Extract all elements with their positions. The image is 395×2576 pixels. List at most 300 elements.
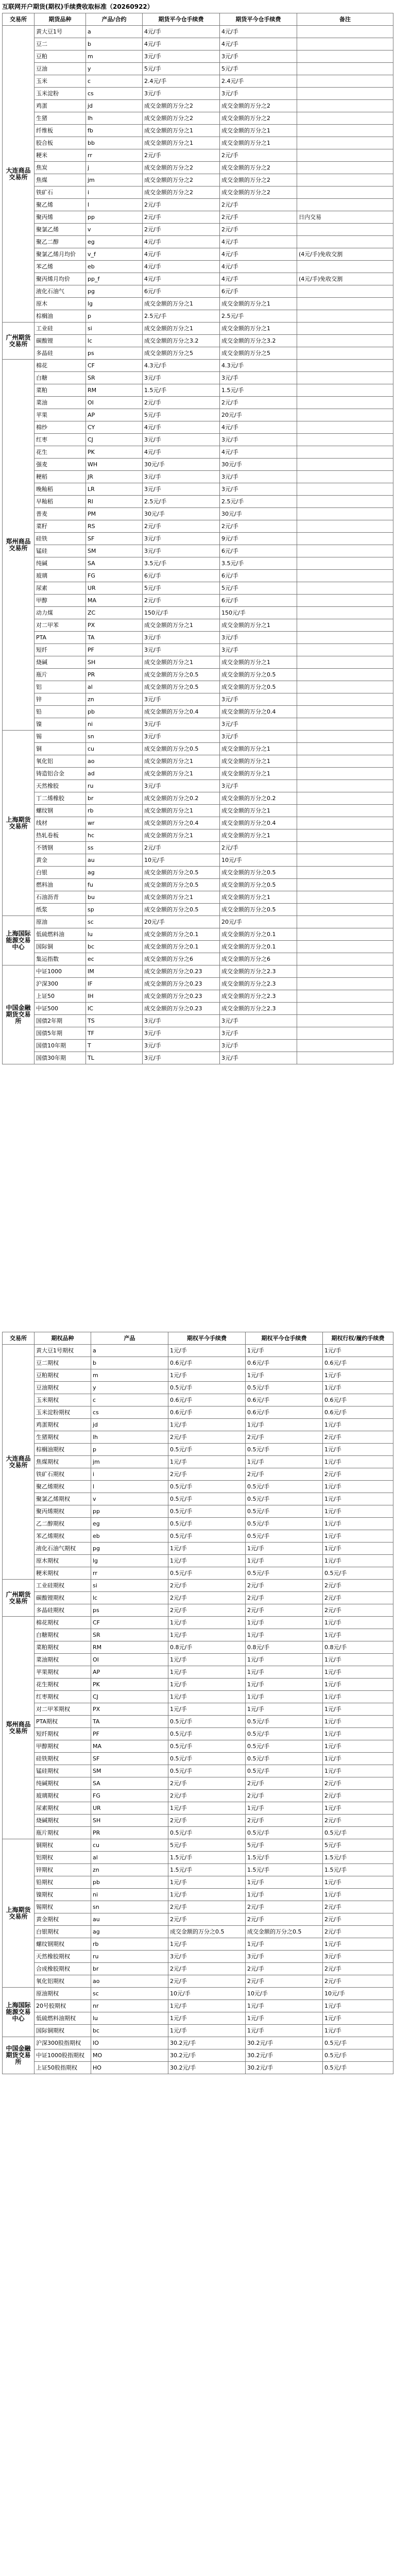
table-row (3, 1567, 393, 1580)
table-row (3, 1852, 393, 1864)
table-cell: 国际铜 (35, 941, 86, 953)
table-cell: 苹果期权 (35, 1666, 91, 1679)
column-header: 产品/合约 (86, 13, 143, 26)
table-cell: jm (86, 174, 143, 187)
table-cell: 多晶硅 (35, 347, 86, 360)
table-cell: ec (86, 953, 143, 965)
table-cell: 短纤 (35, 644, 86, 656)
table-cell: 玉米淀粉期权 (35, 1406, 91, 1419)
table-row (3, 1679, 393, 1691)
table-row (3, 829, 393, 842)
table-cell: 氧化铝期权 (35, 1975, 91, 1988)
exchange-cell: 中国金融期货交易所 (3, 2037, 35, 2074)
table-cell: 4元/手 (143, 236, 220, 248)
table-cell: 0.5元/手 (246, 1505, 323, 1518)
table-cell (297, 38, 393, 50)
table-cell (297, 681, 393, 693)
table-cell: (4元/手)免收交割 (297, 273, 393, 285)
table-cell: 2元/手 (168, 1431, 246, 1444)
table-cell: 3元/手 (220, 1015, 297, 1027)
table-cell: PF (86, 644, 143, 656)
table-cell: 1元/手 (323, 1505, 393, 1518)
table-cell: 1元/手 (246, 2012, 323, 2025)
table-cell: 成交金额的万分之5 (143, 347, 220, 360)
table-cell: 2元/手 (143, 520, 220, 533)
table-cell: SH (91, 1815, 168, 1827)
table-cell (297, 768, 393, 780)
table-cell: 生猪期权 (35, 1431, 91, 1444)
table-cell: 棉花期权 (35, 1617, 91, 1629)
table-cell: 白糖期权 (35, 1629, 91, 1641)
table-cell: 1元/手 (246, 1543, 323, 1555)
table-cell: 4元/手 (143, 261, 220, 273)
table-row (3, 1654, 393, 1666)
table-cell: 1元/手 (323, 1703, 393, 1716)
table-cell: 4元/手 (220, 446, 297, 459)
table-row (3, 248, 393, 261)
table-cell: 30元/手 (220, 459, 297, 471)
table-row (3, 1345, 393, 1357)
table-cell (297, 162, 393, 174)
table-cell (297, 743, 393, 755)
table-cell (297, 298, 393, 310)
table-cell: 甲醇期权 (35, 1740, 91, 1753)
table-cell: 1元/手 (246, 1802, 323, 1815)
table-cell: 3元/手 (143, 483, 220, 496)
table-cell: 成交金额的万分之1 (220, 743, 297, 755)
table-cell: 碳酸锂期权 (35, 1592, 91, 1604)
table-cell: 1元/手 (246, 1654, 323, 1666)
table-cell: 2.4元/手 (220, 75, 297, 88)
table-cell (297, 372, 393, 384)
table-cell: 烧碱期权 (35, 1815, 91, 1827)
table-cell: p (91, 1444, 168, 1456)
table-cell: 成交金额的万分之1 (220, 137, 297, 149)
table-cell: a (91, 1345, 168, 1357)
table-cell (297, 347, 393, 360)
table-cell: 3.5元/手 (220, 557, 297, 570)
table-cell: 3元/手 (143, 1027, 220, 1040)
table-cell: PTA (35, 632, 86, 644)
table-row (3, 1592, 393, 1604)
table-row (3, 718, 393, 731)
table-cell: lg (86, 298, 143, 310)
table-cell: 2元/手 (168, 1604, 246, 1617)
table-cell: lh (86, 112, 143, 125)
table-cell: 1元/手 (168, 1629, 246, 1641)
table-cell: bc (91, 2025, 168, 2037)
table-cell: bb (86, 137, 143, 149)
table-cell (297, 533, 393, 545)
table-cell (297, 1040, 393, 1052)
table-cell: 1元/手 (168, 1691, 246, 1703)
table-cell: SA (91, 1777, 168, 1790)
table-cell (297, 817, 393, 829)
column-header: 期权平今手续费 (168, 1332, 246, 1345)
table-cell (297, 916, 393, 928)
column-header: 备注 (297, 13, 393, 26)
table-cell: 5元/手 (168, 1839, 246, 1852)
table-cell: 国债5年期 (35, 1027, 86, 1040)
table-cell: 3元/手 (168, 1951, 246, 1963)
table-row (3, 669, 393, 681)
table-cell: 锡 (35, 731, 86, 743)
table-cell: MA (86, 595, 143, 607)
table-cell: 1元/手 (168, 1456, 246, 1468)
table-cell: 1元/手 (323, 1530, 393, 1543)
table-row (3, 211, 393, 224)
table-cell: 成交金额的万分之2 (220, 162, 297, 174)
table-cell: 1元/手 (323, 1802, 393, 1815)
table-row (3, 533, 393, 545)
table-cell: PF (91, 1728, 168, 1740)
table-cell: 0.5元/手 (323, 1567, 393, 1580)
table-cell: 成交金额的万分之1 (143, 619, 220, 632)
exchange-cell: 郑州商品交易所 (3, 1617, 35, 1839)
table-row (3, 1543, 393, 1555)
table-cell: 6元/手 (143, 285, 220, 298)
table-cell: 1元/手 (246, 2000, 323, 2012)
table-row (3, 879, 393, 891)
table-cell (297, 236, 393, 248)
table-row (3, 953, 393, 965)
table-cell: 粳米期权 (35, 1567, 91, 1580)
table-cell: 2元/手 (323, 1926, 393, 1938)
table-cell: 3元/手 (143, 1052, 220, 1064)
table-cell: FG (91, 1790, 168, 1802)
table-row (3, 731, 393, 743)
table-cell: 0.6元/手 (168, 1357, 246, 1369)
table-cell: 上证50股指期权 (35, 2062, 91, 2074)
table-cell (297, 335, 393, 347)
table-cell: 铝 (35, 681, 86, 693)
table-cell: c (86, 75, 143, 88)
table-cell (297, 632, 393, 644)
table-cell (297, 656, 393, 669)
table-row (3, 409, 393, 421)
table-row (3, 1394, 393, 1406)
table-cell: 2元/手 (323, 1777, 393, 1790)
table-row (3, 1975, 393, 1988)
table-row (3, 1629, 393, 1641)
table-cell: 锌 (35, 693, 86, 706)
table-row (3, 459, 393, 471)
table-cell: 成交金额的万分之0.5 (220, 681, 297, 693)
table-cell: 1元/手 (323, 1629, 393, 1641)
table-cell: 瓶片 (35, 669, 86, 681)
table-cell: 锡期权 (35, 1901, 91, 1913)
column-header: 期货平今仓手续费 (220, 13, 297, 26)
table-cell: 1元/手 (323, 1345, 393, 1357)
table-cell: 瓶片期权 (35, 1827, 91, 1839)
table-cell: 2元/手 (323, 1580, 393, 1592)
table-cell: eg (91, 1518, 168, 1530)
table-cell (297, 941, 393, 953)
table-cell: 2.5元/手 (220, 310, 297, 323)
table-cell: 白银 (35, 867, 86, 879)
table-row (3, 1691, 393, 1703)
table-cell: 沪深300股指期权 (35, 2037, 91, 2049)
table-cell: SR (86, 372, 143, 384)
table-cell: 0.5元/手 (246, 1827, 323, 1839)
table-cell: 玉米期权 (35, 1394, 91, 1406)
table-cell: 1元/手 (323, 1382, 393, 1394)
table-cell: ni (86, 718, 143, 731)
table-cell: 0.5元/手 (246, 1382, 323, 1394)
table-cell: ru (86, 780, 143, 792)
table-cell: 5元/手 (143, 409, 220, 421)
table-cell: PK (91, 1679, 168, 1691)
table-cell: 1元/手 (323, 1889, 393, 1901)
table-cell (297, 199, 393, 211)
table-cell: b (91, 1357, 168, 1369)
table-row (3, 1555, 393, 1567)
table-cell: 2元/手 (246, 1975, 323, 1988)
table-row (3, 1889, 393, 1901)
table-cell: 2元/手 (220, 149, 297, 162)
table-cell: 聚丙烯期权 (35, 1505, 91, 1518)
table-cell: PR (91, 1827, 168, 1839)
table-cell: PX (86, 619, 143, 632)
table-cell: 2元/手 (246, 1815, 323, 1827)
table-cell: 0.6元/手 (323, 1394, 393, 1406)
table-cell: eb (86, 261, 143, 273)
table-row (3, 2000, 393, 2012)
table-cell: 3元/手 (220, 434, 297, 446)
table-cell: 2元/手 (168, 1777, 246, 1790)
table-cell: jd (91, 1419, 168, 1431)
table-cell: 黄金 (35, 854, 86, 867)
table-cell: 1元/手 (246, 1555, 323, 1567)
table-cell (297, 508, 393, 520)
table-cell: 纯碱期权 (35, 1777, 91, 1790)
table-cell: v (86, 224, 143, 236)
table-cell: 0.5元/手 (168, 1827, 246, 1839)
table-cell: au (86, 854, 143, 867)
table-cell: 成交金额的万分之0.2 (143, 792, 220, 805)
table-cell: 成交金额的万分之1 (143, 891, 220, 904)
table-row (3, 335, 393, 347)
table-row (3, 1938, 393, 1951)
table-row (3, 941, 393, 953)
table-row (3, 891, 393, 904)
table-cell: 1元/手 (323, 1444, 393, 1456)
table-cell: 原木 (35, 298, 86, 310)
table-cell: 成交金额的万分之2 (143, 112, 220, 125)
table-row (3, 1357, 393, 1369)
table-cell: l (91, 1481, 168, 1493)
table-cell: 0.5元/手 (246, 1753, 323, 1765)
table-cell: 2元/手 (168, 1901, 246, 1913)
table-cell: 0.6元/手 (246, 1394, 323, 1406)
table-cell: 聚丙烯月均价 (35, 273, 86, 285)
table-cell: 成交金额的万分之1 (143, 137, 220, 149)
table-row (3, 545, 393, 557)
table-cell: 0.5元/手 (168, 1481, 246, 1493)
table-cell (297, 1027, 393, 1040)
table-cell: 1元/手 (168, 1419, 246, 1431)
table-cell: 2元/手 (220, 397, 297, 409)
table-cell: 1.5元/手 (168, 1852, 246, 1864)
table-cell: 0.6元/手 (168, 1406, 246, 1419)
table-cell (297, 619, 393, 632)
table-cell: 3元/手 (220, 471, 297, 483)
table-row (3, 1015, 393, 1027)
table-cell: ps (86, 347, 143, 360)
table-row (3, 88, 393, 100)
table-cell: 1元/手 (323, 1753, 393, 1765)
table-cell: 红枣期权 (35, 1691, 91, 1703)
table-cell: 成交金额的万分之0.1 (220, 941, 297, 953)
table-cell (297, 990, 393, 1003)
table-cell: bu (86, 891, 143, 904)
table-cell: CJ (91, 1691, 168, 1703)
table-cell: 对二甲苯 (35, 619, 86, 632)
table-cell: 3元/手 (220, 731, 297, 743)
exchange-cell: 上海国际能源交易中心 (3, 1988, 35, 2037)
table-cell: 1元/手 (323, 2012, 393, 2025)
table-cell: 成交金额的万分之0.4 (220, 817, 297, 829)
table-cell: v_f (86, 248, 143, 261)
table-cell: 棕榈油期权 (35, 1444, 91, 1456)
table-cell: pb (86, 706, 143, 718)
table-cell: 6元/手 (220, 545, 297, 557)
table-row (3, 842, 393, 854)
table-cell: 硅铁期权 (35, 1753, 91, 1765)
table-cell (297, 867, 393, 879)
table-cell: 1.5元/手 (220, 384, 297, 397)
table-cell: 1元/手 (323, 2000, 393, 2012)
table-cell: ru (91, 1951, 168, 1963)
table-cell: 0.5元/手 (168, 1382, 246, 1394)
table-row (3, 372, 393, 384)
table-cell: 成交金额的万分之2 (220, 112, 297, 125)
table-cell: SM (91, 1765, 168, 1777)
table-cell: 10元/手 (143, 854, 220, 867)
table-cell (297, 829, 393, 842)
table-cell: 1元/手 (246, 1629, 323, 1641)
table-cell: 30元/手 (220, 508, 297, 520)
table-cell: 5元/手 (246, 1839, 323, 1852)
table-row (3, 397, 393, 409)
table-cell (297, 63, 393, 75)
table-cell: 成交金额的万分之1 (220, 805, 297, 817)
table-cell: 多晶硅期权 (35, 1604, 91, 1617)
table-cell: 豆油 (35, 63, 86, 75)
table-cell: 豆二 (35, 38, 86, 50)
page-title: 互联网开户期货(期权)手续费收取标准（20260922） (2, 3, 153, 10)
table-cell: 焦煤期权 (35, 1456, 91, 1468)
table-cell: 1元/手 (246, 1679, 323, 1691)
table-cell: ao (86, 755, 143, 768)
table-cell: 4元/手 (220, 421, 297, 434)
table-row (3, 2037, 393, 2049)
table-cell: 液化石油气期权 (35, 1543, 91, 1555)
table-row (3, 125, 393, 137)
table-row (3, 2062, 393, 2074)
table-cell: 0.5元/手 (246, 1728, 323, 1740)
table-cell: 0.5元/手 (246, 1765, 323, 1777)
table-cell: 0.5元/手 (323, 2049, 393, 2062)
table-cell: 工业硅 (35, 323, 86, 335)
table-cell: 铝期权 (35, 1852, 91, 1864)
table-cell: 3元/手 (143, 644, 220, 656)
table-cell (297, 706, 393, 718)
table-cell: 菜油期权 (35, 1654, 91, 1666)
table-cell: CJ (86, 434, 143, 446)
table-cell: 成交金额的万分之0.5 (143, 879, 220, 891)
table-cell: 1元/手 (323, 1740, 393, 1753)
table-row (3, 1988, 393, 2000)
table-row (3, 570, 393, 582)
table-cell: 1元/手 (323, 1481, 393, 1493)
table-cell: 锰硅期权 (35, 1765, 91, 1777)
table-cell: 1元/手 (168, 1369, 246, 1382)
table-cell: 成交金额的万分之1 (220, 298, 297, 310)
table-cell: 强麦 (35, 459, 86, 471)
table-cell: 工业硅期权 (35, 1580, 91, 1592)
table-cell: HO (91, 2062, 168, 2074)
table-cell: 30.2元/手 (246, 2049, 323, 2062)
table-cell: 成交金额的万分之0.23 (143, 978, 220, 990)
table-cell: 集运指数 (35, 953, 86, 965)
table-cell: 原油期权 (35, 1988, 91, 2000)
table-cell: sn (86, 731, 143, 743)
table-cell: 2元/手 (143, 842, 220, 854)
table-cell: 成交金额的万分之0.5 (168, 1926, 246, 1938)
table-cell: 丁二烯橡胶 (35, 792, 86, 805)
table-cell: 中证1000 (35, 965, 86, 978)
table-cell: 4元/手 (220, 273, 297, 285)
table-cell: 2元/手 (323, 1468, 393, 1481)
table-cell: 原油 (35, 916, 86, 928)
table-cell: br (91, 1963, 168, 1975)
table-cell: rb (86, 805, 143, 817)
table-cell: 2元/手 (143, 199, 220, 211)
table-cell: 1元/手 (246, 2025, 323, 2037)
table-cell: lh (91, 1431, 168, 1444)
table-cell: 锌期权 (35, 1864, 91, 1876)
table-cell: 3元/手 (220, 644, 297, 656)
table-cell: 低硫燃料油 (35, 928, 86, 941)
table-cell: 铅期权 (35, 1876, 91, 1889)
table-cell: 成交金额的万分之1 (143, 298, 220, 310)
table-cell: ps (91, 1604, 168, 1617)
table-cell: 尿素期权 (35, 1802, 91, 1815)
table-cell: 1元/手 (323, 1555, 393, 1567)
table-cell: 0.5元/手 (246, 1567, 323, 1580)
table-cell: 2元/手 (168, 1963, 246, 1975)
table-cell: 氧化铝 (35, 755, 86, 768)
table-cell (297, 1003, 393, 1015)
table-cell: 2元/手 (246, 1777, 323, 1790)
table-row (3, 656, 393, 669)
table-row (3, 508, 393, 520)
table-row (3, 187, 393, 199)
table-cell (297, 879, 393, 891)
table-cell: cu (86, 743, 143, 755)
table-cell: 0.5元/手 (246, 1481, 323, 1493)
table-cell: 成交金额的万分之0.5 (220, 879, 297, 891)
table-cell: 3元/手 (143, 434, 220, 446)
table-row (3, 681, 393, 693)
table-cell: 镍期权 (35, 1889, 91, 1901)
table-cell: 4元/手 (220, 236, 297, 248)
table-cell: 2元/手 (323, 1431, 393, 1444)
table-cell: 2元/手 (323, 1913, 393, 1926)
table-row (3, 1716, 393, 1728)
table-cell: 3元/手 (220, 1052, 297, 1064)
